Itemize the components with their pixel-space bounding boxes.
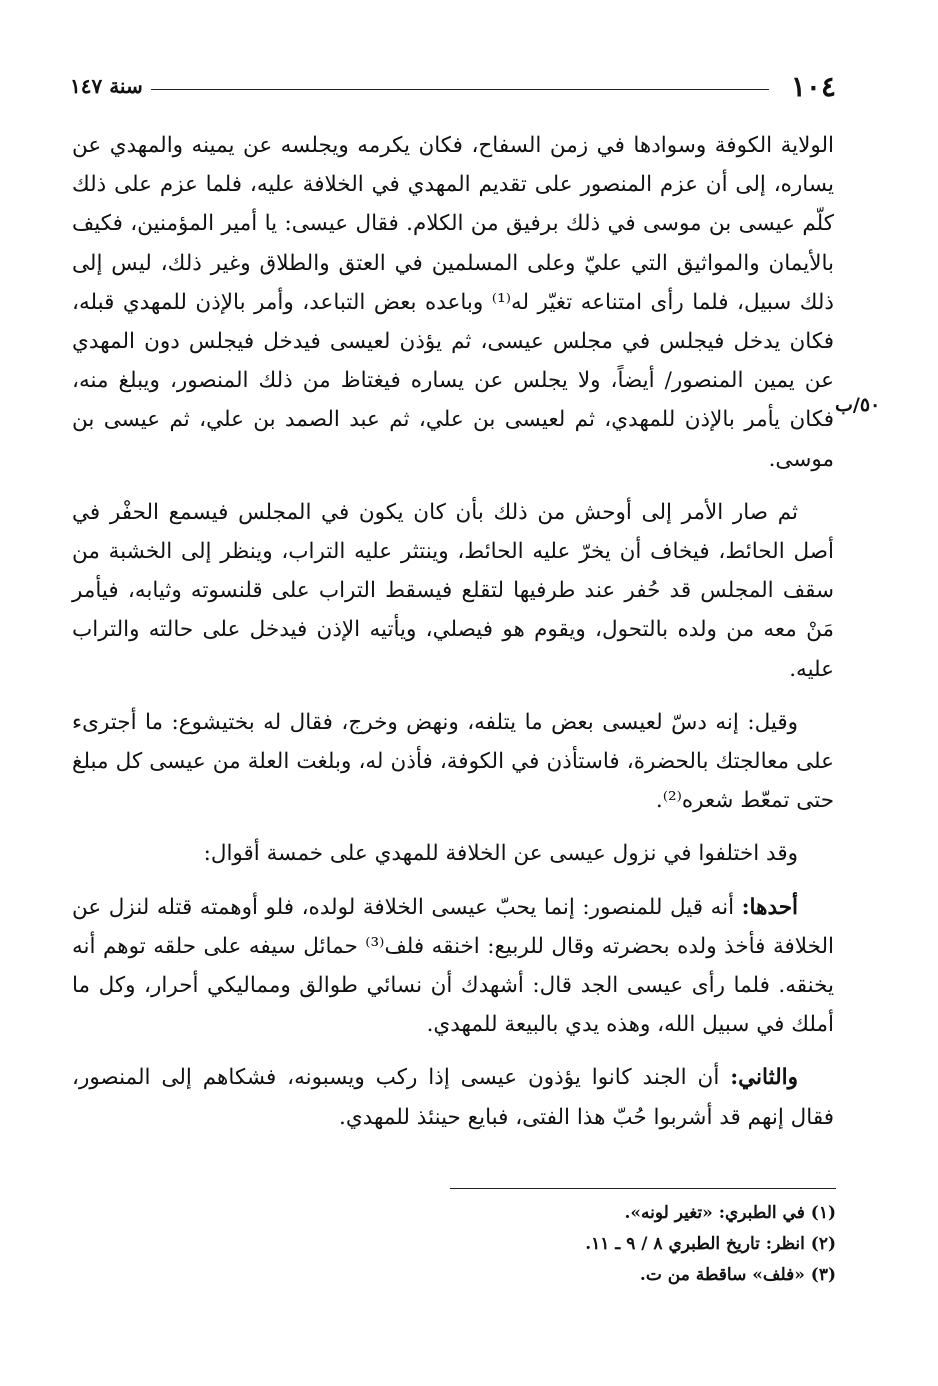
- paragraph-text: أن الجند كانوا يؤذون عيسى إذا ركب ويسبونه، فشكاهم إلى المنصور، فقال إنهم قد أشربوا حُبّ هذا الفتى، فبايع حينئذ للمهدي.: [72, 1065, 834, 1130]
- page-number: ١٠٤: [790, 69, 836, 103]
- paragraph-text: أنه قيل للمنصور: إنما يحبّ عيسى الخلافة لولده، فلو أوهمته قتله لنزل عن الخلافة فأخذ ولده بحضرته وقال للربيع: اخنقه فلف⁽³⁾ حمائل سيفه على حلقه توهم أنه يخنقه. فلما رأى عيسى الجد قال: أشهدك أن نسائي طوالق ومماليكي أحرار، وكل ما أملك في سبيل الله، وهذه يدي بالبيعة للمهدي.: [72, 894, 834, 1038]
- header-rule: [151, 89, 769, 90]
- paragraph: [72, 1058, 834, 1136]
- page-header: [70, 66, 836, 106]
- paragraph: [72, 126, 834, 479]
- main-text: [72, 126, 834, 1137]
- footnote-rule: [450, 1188, 836, 1189]
- footnote: (٢) انظر: تاريخ الطبري ٨ / ٩ ـ ١١.: [585, 1234, 836, 1254]
- running-head: سنة ١٤٧: [70, 74, 143, 98]
- paragraph-text: الولاية الكوفة وسوادها في زمن السفاح، فكان يكرمه ويجلسه عن يمينه والمهدي عن يساره، إلى أن عزم المنصور على تقديم المهدي في الخلافة عليه، فلما عزم على ذلك كلّم عيسى بن موسى في ذلك برفيق من الكلام. فقال عيسى: يا أمير المؤمنين، فكيف بالأيمان والمواثيق التي عليّ وعلى المسلمين في العتق والطلاق وغير ذلك، ليس إلى ذلك سبيل، فلما رأى امتناعه تغيّر له⁽¹⁾ وباعده بعض التباعد، وأمر بالإذن للمهدي قبله، فكان يدخل فيجلس في مجلس عيسى، ثم يؤذن لعيسى فيدخل فيجلس دون المهدي عن يمين المنصور/ أيضاً، ولا يجلس عن يساره فيغتاظ من ذلك المنصور، ويبلغ منه، فكان يأمر بالإذن للمهدي، ثم لعيسى بن علي، ثم عبد الصمد بن علي، ثم عيسى بن موسى.: [72, 133, 834, 472]
- paragraph-text: ثم صار الأمر إلى أوحش من ذلك بأن كان يكون في المجلس فيسمع الحفْر في أصل الحائط، فيخاف أن يخرّ عليه الحائط، وينتثر عليه التراب، وينظر إلى الخشبة من سقف المجلس قد حُفر عند طرفيها لتقلع فيسقط التراب على قلنسوته وثيابه، فيأمر مَنْ معه من ولده بالتحول، ويقوم هو فيصلي، ويأتيه الإذن فيدخل على حالته والتراب عليه.: [72, 499, 834, 682]
- paragraph-text: وقيل: إنه دسّ لعيسى بعض ما يتلفه، ونهض وخرج، فقال له بختيشوع: ما أجترىء على معالجتك بالحضرة، فاستأذن في الكوفة، فأذن له، وبلغت العلة من عيسى كل مبلغ حتى تمعّط شعره⁽²⁾.: [72, 709, 834, 814]
- footnotes: [300, 1198, 836, 1291]
- paragraph: [72, 703, 834, 821]
- paragraph: [72, 888, 834, 1045]
- paragraph-label: أحدها:: [741, 894, 798, 920]
- footnote: (١) في الطبري: «تغير لونه».: [624, 1203, 836, 1223]
- marginal-folio-note: ٥٠/ب: [835, 394, 881, 416]
- paragraph-text: وقد اختلفوا في نزول عيسى عن الخلافة للمهدي على خمسة أقوال:: [203, 841, 798, 867]
- paragraph: [72, 834, 834, 873]
- paragraph-label: والثاني:: [730, 1065, 798, 1091]
- footnote: (٣) «فلف» ساقطة من ت.: [639, 1265, 836, 1285]
- paragraph: [72, 493, 834, 689]
